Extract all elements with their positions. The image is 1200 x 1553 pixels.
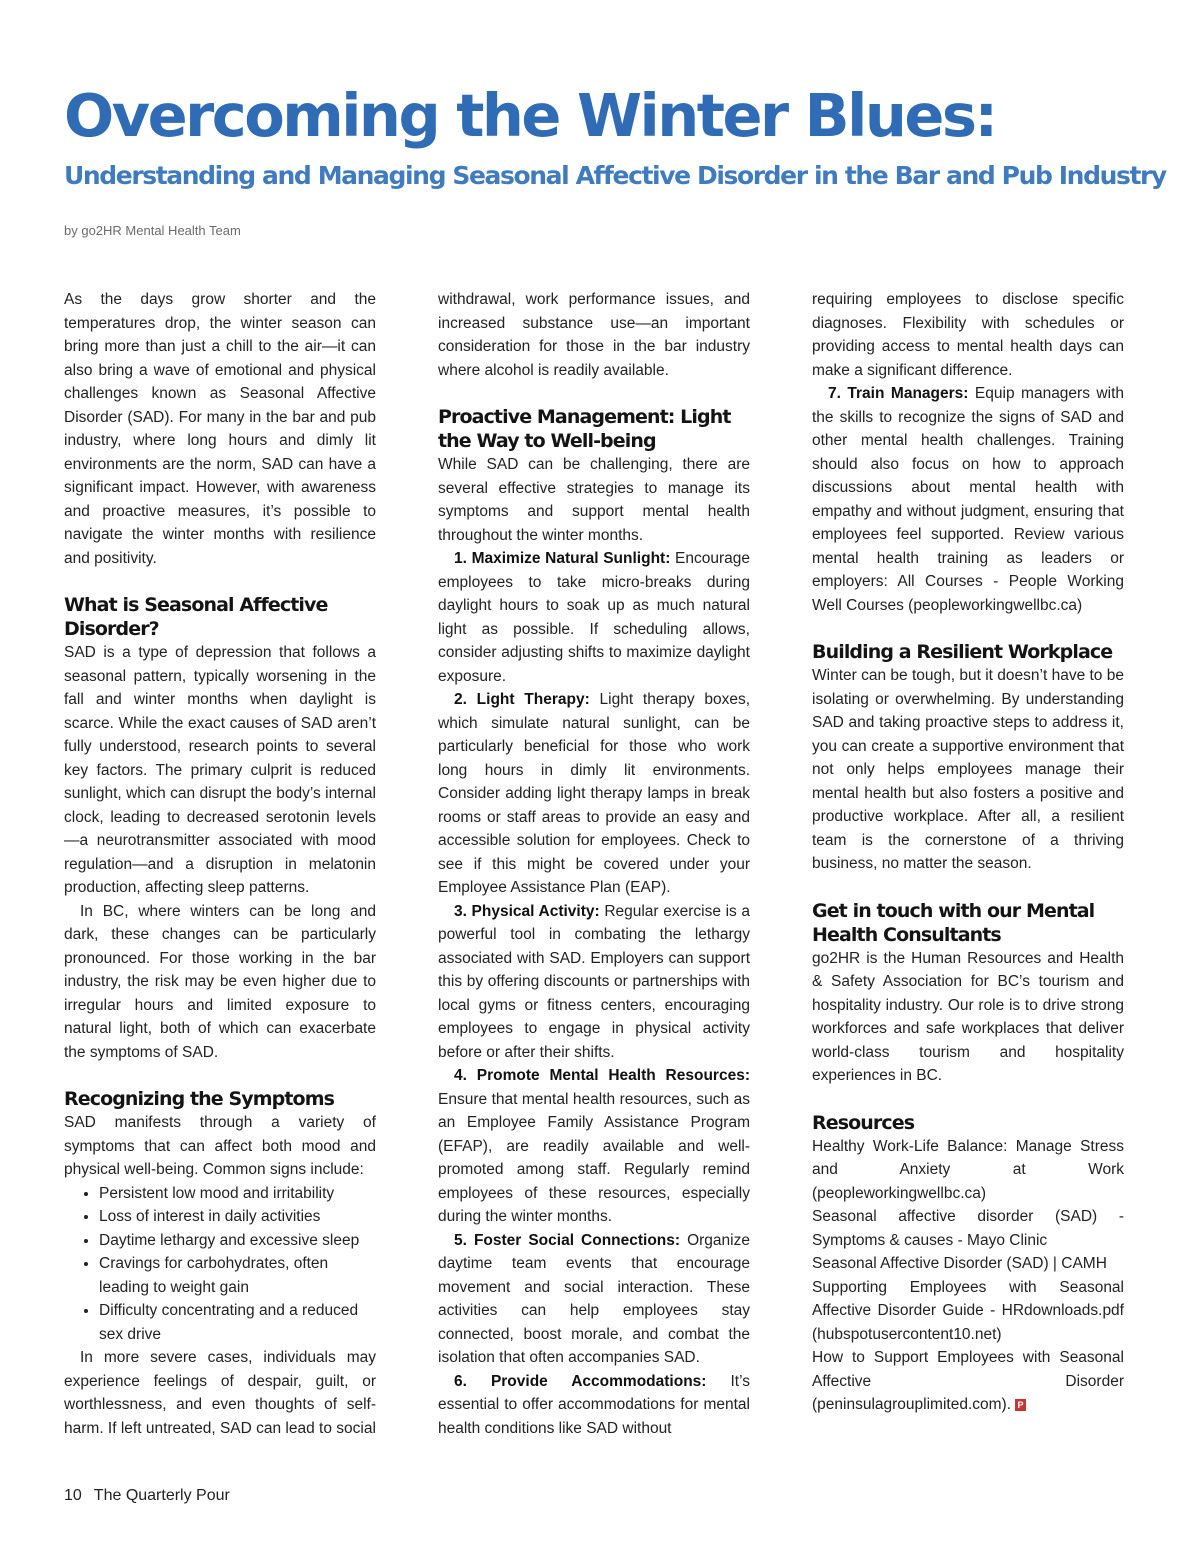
strategy-text: Regular exercise is a powerful tool in combating the lethargy associated with SAD. Employers can support this by offering discounts or partnerships with local gyms or fitness centers, encouraging employees to engage in physical activity before or after their shifts. — [438, 902, 751, 1061]
paragraph: SAD is a type of depression that follows a seasonal pattern, typically worsening in the fall and winter months when daylight is scarce. While the exact causes of SAD aren’t fully understood, research points to several key factors. The primary culprit is reduced sunlight, which can disrupt the body’s internal clock, leading to decreased serotonin levels—a neurotransmitter associated with mood regulation—and a disruption in melatonin production, affecting sleep patterns. — [64, 644, 376, 896]
paragraph: SAD manifests through a variety of symptoms that can affect both mood and physical well-being. Common signs include: — [64, 1114, 376, 1178]
paragraph: go2HR is the Human Resources and Health & Safety Association for BC’s tourism and hospitality industry. Our role is to drive strong workforces and safe workplaces that deliver world-class tourism and hospitality experiences in BC. — [812, 949, 1124, 1084]
strategy-item — [438, 547, 750, 688]
column-1 — [64, 288, 376, 1440]
resource-link[interactable]: Seasonal Affective Disorder (SAD) | CAMH — [812, 1255, 1107, 1272]
strategy-text: Organize daytime team events that encourage movement and social interaction. These activities can help employees stay connected, boost morale, and combat the isolation that often accompanies SAD. — [438, 1231, 750, 1366]
article-subtitle: Understanding and Managing Seasonal Affective Disorder in the Bar and Pub Industry — [64, 161, 1166, 190]
resource-link[interactable]: Healthy Work-Life Balance: Manage Stress and Anxiety at Work (peopleworkingwellbc.ca) — [812, 1137, 1124, 1202]
strategy-label: 5. Foster Social Connections: — [454, 1231, 681, 1249]
publication-name: The Quarterly Pour — [93, 1487, 230, 1504]
column-2 — [438, 288, 750, 1440]
resource-link[interactable] — [812, 1346, 1124, 1417]
heading-resources: Resources — [812, 1111, 915, 1134]
heading-contact: Get in touch with our Mental Health Consultants — [812, 899, 1095, 946]
strategy-text: Light therapy boxes, which simulate natural sunlight, can be particularly beneficial for those who work long hours in dimly lit environments. Consider adding light therapy lamps in break rooms or staff areas to provide an easy and accessible solution for employees. Check to see if this might be covered under your Employee Assistance Plan (EAP). — [438, 691, 751, 896]
symptoms-list — [64, 1182, 376, 1347]
page-footer — [64, 1484, 230, 1508]
paragraph: withdrawal, work performance issues, and increased substance use—an important consideration for those in the bar industry where alcohol is readily available. — [438, 291, 750, 379]
strategy-label: 2. Light Therapy: — [454, 691, 590, 708]
intro-paragraph: As the days grow shorter and the temperatures drop, the winter season can bring more than just a chill to the air—it can also bring a wave of emotional and physical challenges known as Seasonal Affective Disorder (SAD). For many in the bar and pub industry, where long hours and dimly lit environments are the norm, SAD can have a significant impact. However, with awareness and proactive measures, it’s possible to navigate the winter months with resilience and positivity. — [64, 291, 376, 567]
paragraph: While SAD can be challenging, there are several effective strategies to manage its symptoms and support mental health throughout the winter months. — [438, 456, 750, 544]
list-item: • Cravings for carbohydrates, often leading to weight gain — [99, 1252, 376, 1299]
paragraph: In more severe cases, individuals may experience feelings of despair, guilt, or worthlessness, and even thoughts of self-harm. If left untreated, SAD can lead to social — [64, 1349, 376, 1437]
resource-link[interactable]: Supporting Employees with Seasonal Affective Disorder Guide - HRdownloads.pdf (hubspotusercontent10.net) — [812, 1278, 1124, 1343]
list-item: • Loss of interest in daily activities — [99, 1205, 376, 1229]
list-item: • Daytime lethargy and excessive sleep — [99, 1229, 376, 1253]
strategy-item — [438, 1064, 750, 1229]
strategy-label: 6. Provide Accommodations: — [454, 1372, 707, 1390]
strategy-label: 1. Maximize Natural Sunlight: — [454, 550, 671, 567]
strategy-text: Encourage employees to take micro-breaks during daylight hours to soak up as much natural light as possible. If scheduling allows, consider adjusting shifts to maximize daylight exposure. — [438, 550, 750, 685]
strategy-item — [438, 688, 750, 900]
strategy-text: Ensure that mental health resources, such as an Employee Family Assistance Program (EFAP), are readily available and well-promoted among staff. Regularly remind employees of these resources, especially during the winter months. — [438, 1090, 750, 1225]
strategy-item — [438, 1229, 750, 1370]
page-number: 10 — [64, 1487, 82, 1504]
heading-what-is-sad: What is Seasonal Affective Disorder? — [64, 594, 328, 640]
strategy-item — [812, 382, 1124, 617]
strategy-item — [438, 900, 750, 1065]
heading-resilient-workplace: Building a Resilient Workplace — [812, 641, 1113, 663]
heading-proactive-management: Proactive Management: Light the Way to Well-being — [438, 406, 731, 452]
paragraph: requiring employees to disclose specific diagnoses. Flexibility with schedules or providing access to mental health days can make a significant difference. — [812, 291, 1124, 379]
strategy-label: 7. Train Managers: — [828, 385, 969, 402]
resource-link[interactable]: Seasonal affective disorder (SAD) - Symptoms & causes - Mayo Clinic — [812, 1208, 1124, 1249]
article-title: Overcoming the Winter Blues: — [64, 81, 996, 150]
paragraph: Winter can be tough, but it doesn’t have to be isolating or overwhelming. By understanding SAD and taking proactive steps to address it, you can create a supportive environment that not only helps employees manage their mental health but also fosters a positive and productive workplace. After all, a resilient team is the cornerstone of a thriving business, no matter the season. — [812, 667, 1124, 872]
list-item: • Difficulty concentrating and a reduced sex drive — [99, 1299, 376, 1346]
resource-link-text: How to Support Employees with Seasonal Affective Disorder (peninsulagrouplimited.com). — [812, 1349, 1124, 1413]
byline: by go2HR Mental Health Team — [64, 223, 241, 238]
strategy-label: 4. Promote Mental Health Resources: — [454, 1067, 750, 1084]
heading-symptoms: Recognizing the Symptoms — [64, 1088, 335, 1110]
strategy-label: 3. Physical Activity: — [454, 902, 600, 920]
strategy-item — [438, 1370, 750, 1441]
strategy-text: It’s essential to offer accommodations for mental health conditions like SAD without — [438, 1372, 750, 1437]
list-item: • Persistent low mood and irritability — [99, 1182, 376, 1206]
paragraph: In BC, where winters can be long and dark, these changes can be particularly pronounced. For those working in the bar industry, the risk may be even higher due to irregular hours and limited exposure to natural light, both of which can exacerbate the symptoms of SAD. — [64, 902, 376, 1061]
column-3 — [812, 288, 1124, 1417]
strategy-text: Equip managers with the skills to recognize the signs of SAD and other mental health challenges. Training should also focus on how to approach discussions about mental health with empathy and without judgment, ensuring that employees feel supported. Review various mental health training as leaders or employers: All Courses - People Working Well Courses (peopleworkingwellbc.ca) — [812, 385, 1124, 614]
end-of-article-icon: P — [1015, 1399, 1026, 1411]
